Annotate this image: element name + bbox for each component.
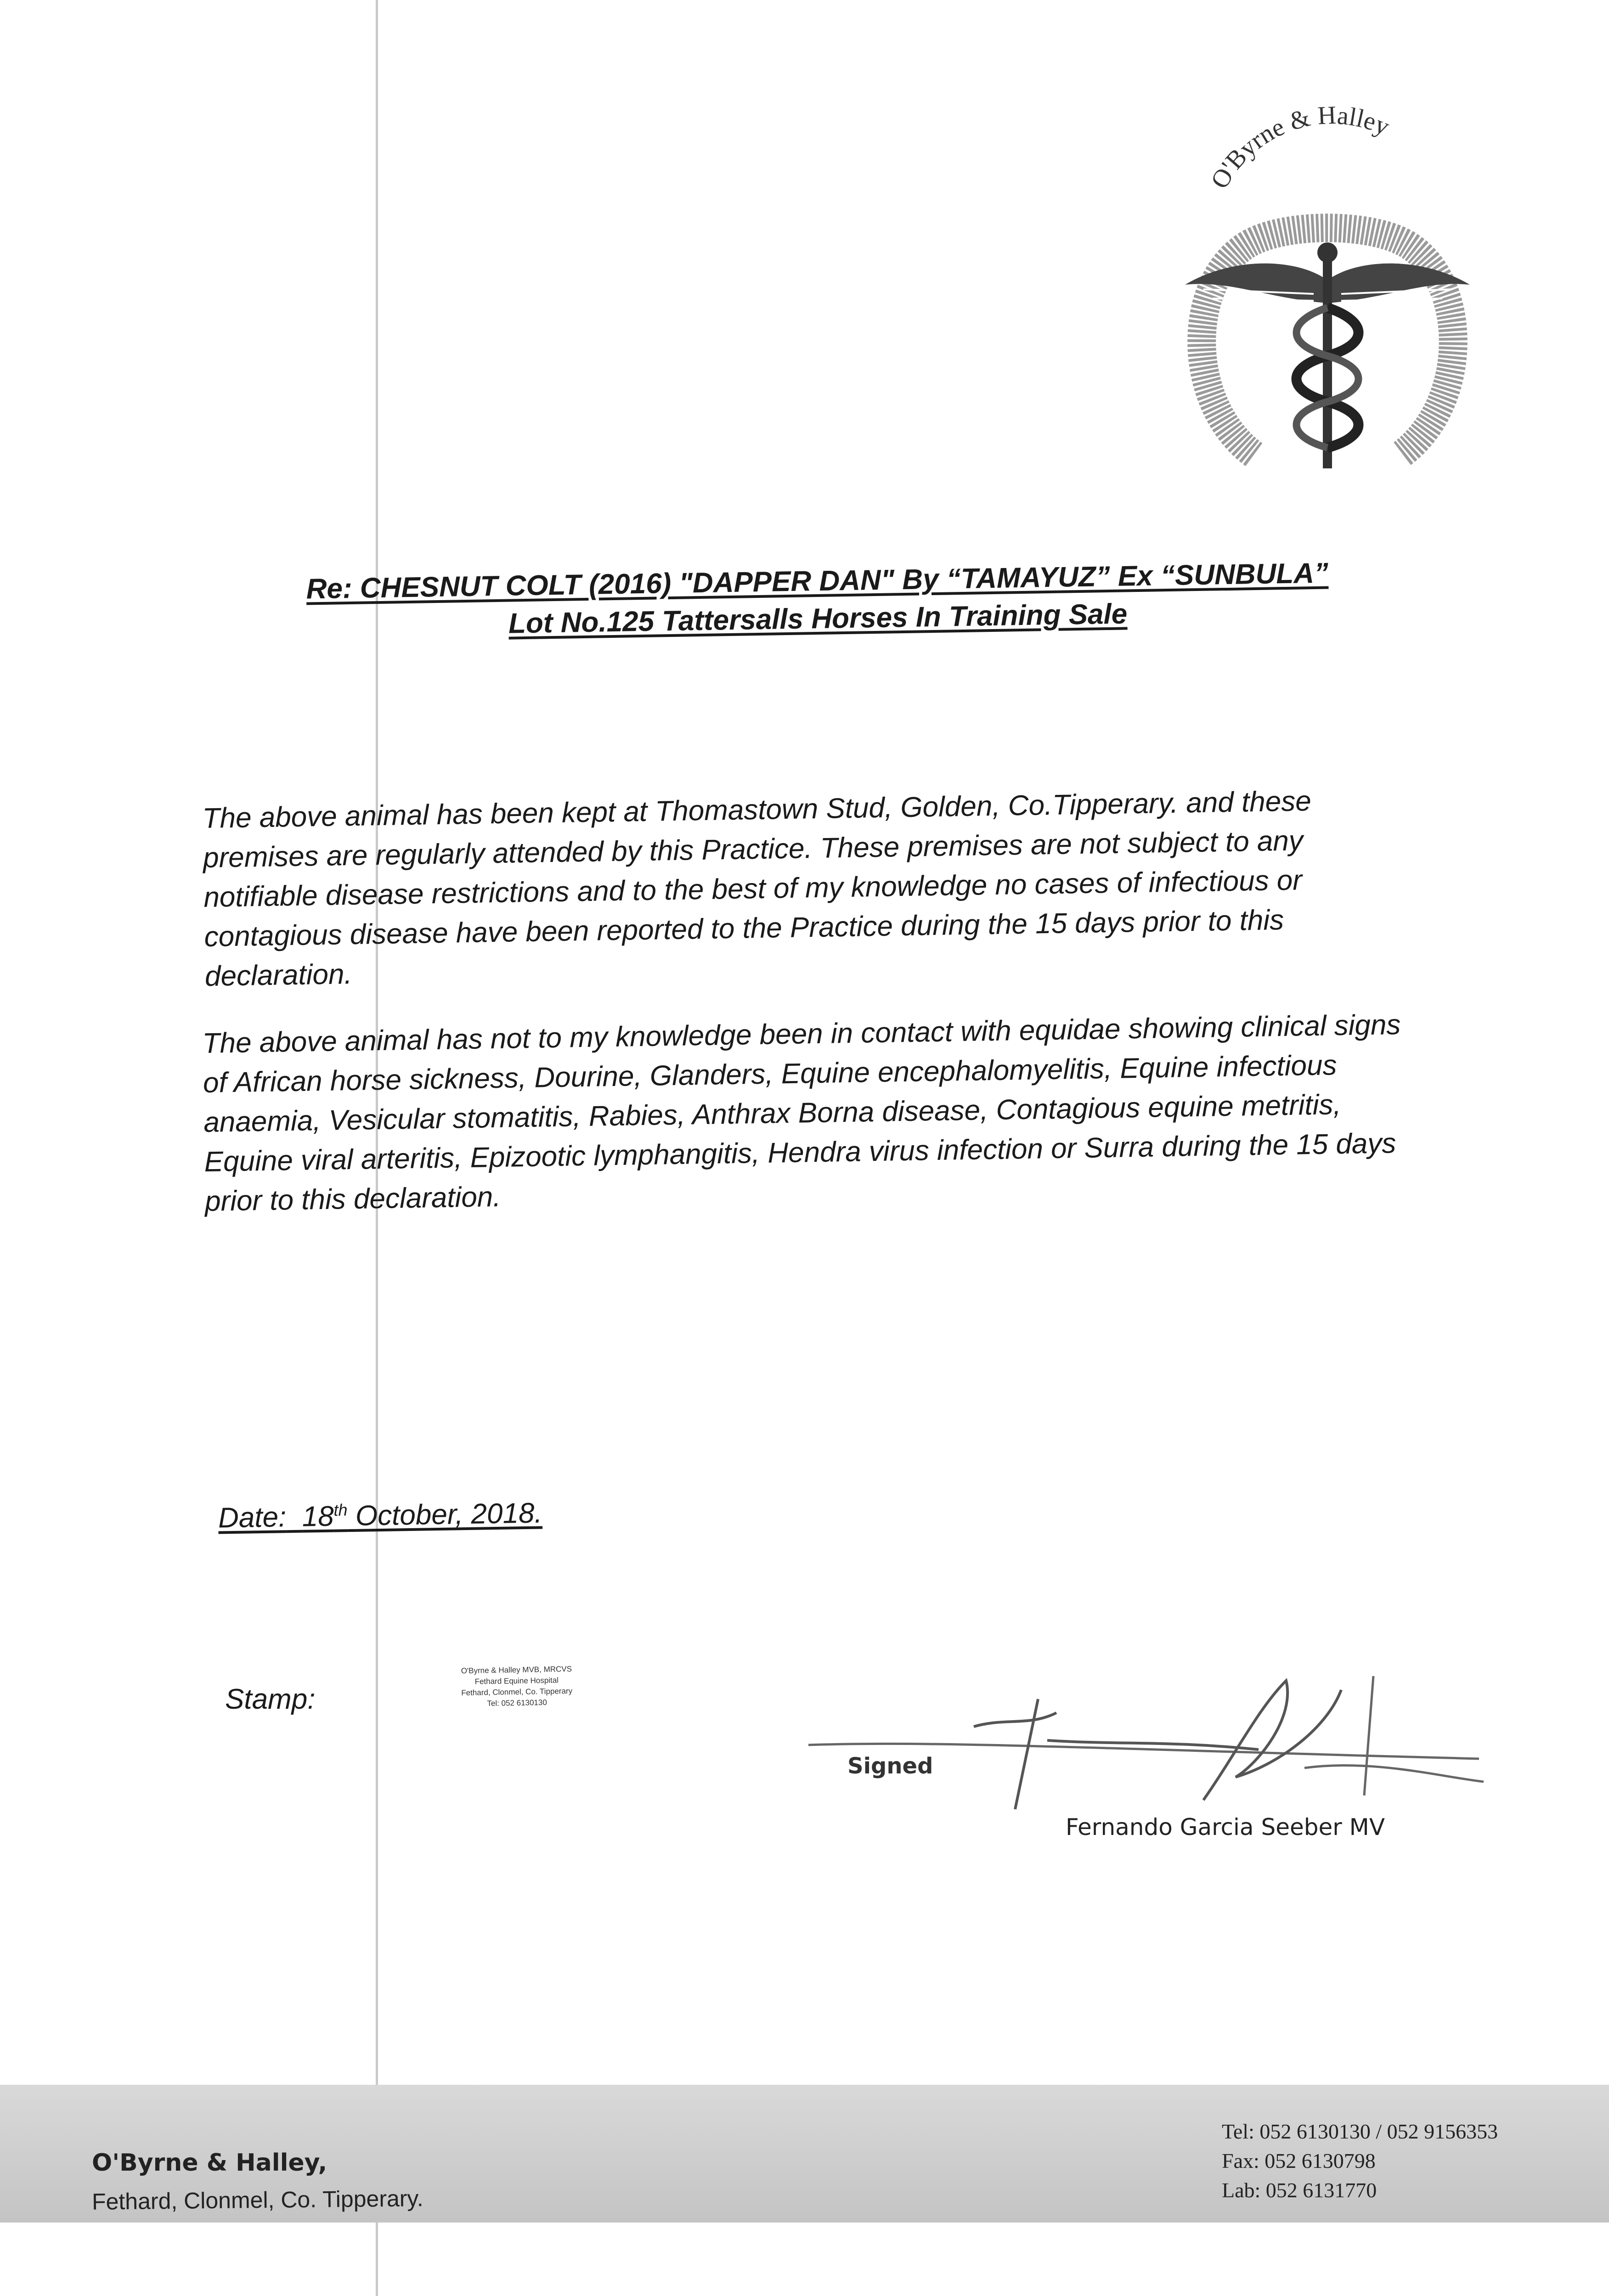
signed-label: Signed	[847, 1753, 933, 1779]
heading-line-2: Lot No.125 Tattersalls Horses In Training Sale	[508, 598, 1128, 640]
footer-fax: Fax: 052 6130798	[1222, 2149, 1376, 2172]
stamp-line-3: Fethard, Clonmel, Co. Tipperary	[461, 1686, 573, 1698]
stamp-line-2: Fethard Equine Hospital	[474, 1676, 559, 1686]
date-day: 18	[302, 1500, 334, 1533]
date-suffix: th	[333, 1500, 348, 1519]
footer-practice-name: O'Byrne & Halley,	[92, 2149, 327, 2177]
stamp-line-1: O'Byrne & Halley MVB, MRCVS	[461, 1664, 572, 1676]
signer-name: Fernando Garcia Seeber MV	[1066, 1814, 1385, 1840]
declaration-date	[218, 1497, 542, 1534]
footer-lab: Lab: 052 6131770	[1222, 2178, 1377, 2202]
svg-text:O'Byrne & Halley	[1205, 106, 1394, 193]
footer-address: Fethard, Clonmel, Co. Tipperary.	[91, 2185, 423, 2215]
practice-logo	[1176, 106, 1479, 473]
date-label: Date:	[218, 1501, 287, 1534]
document-heading	[192, 553, 1443, 648]
heading-line-1: Re: CHESNUT COLT (2016) "DAPPER DAN" By “TAMAYUZ” Ex “SUNBULA”	[306, 557, 1329, 605]
stamp-line-4: Tel: 052 6130130	[487, 1698, 547, 1708]
stamp-label: Stamp:	[225, 1683, 316, 1715]
practice-stamp	[415, 1663, 618, 1711]
paragraph-diseases: The above animal has not to my knowledge been in contact with equidae showing clinical signs of African horse sickness, Dourine, Glanders, Equine encephalomyelitis, Equine infectious anaemia, Vesicular stomatitis, Rabies, Anthrax Borna disease, Contagious equine metritis, Equine viral arteritis, Epizootic lymphangitis, Hendra virus infection or Surra during the 15 days prior to this declaration.	[202, 1009, 1401, 1217]
footer-contact	[1222, 2117, 1498, 2205]
handwritten-signature	[799, 1671, 1488, 1823]
paragraph-premises: The above animal has been kept at Thomastown Stud, Golden, Co.Tipperary. and these premises are regularly attended by this Practice. These premises are not subject to any notifiable disease restrictions and to the best of my knowledge no cases of infectious or contagious disease have been reported to the Practice during the 15 days prior to this declaration.	[202, 785, 1312, 992]
date-rest: October, 2018.	[355, 1497, 543, 1532]
logo-text: O'Byrne & Halley	[1205, 106, 1394, 194]
caduceus-horseshoe-icon	[1176, 106, 1479, 473]
footer-tel: Tel: 052 6130130 / 052 9156353	[1222, 2120, 1498, 2143]
